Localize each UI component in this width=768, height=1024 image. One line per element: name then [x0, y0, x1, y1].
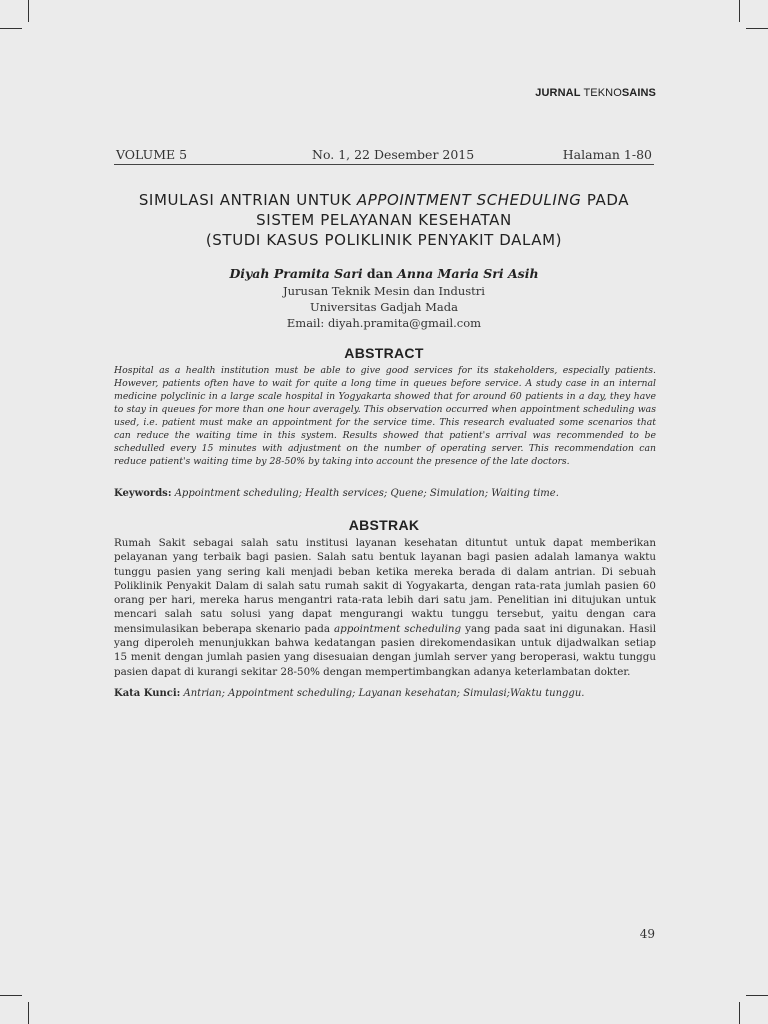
page-number: 49: [639, 927, 655, 941]
crop-mark: [746, 995, 768, 996]
volume-bar: [114, 146, 654, 165]
pages-label: Halaman 1-80: [562, 147, 652, 162]
affiliation-email: Email: diyah.pramita@gmail.com: [286, 316, 482, 330]
title-text: PADA: [581, 191, 630, 209]
crop-mark: [739, 1002, 740, 1024]
journal-name-part: TEKNO: [583, 87, 622, 99]
crop-mark: [746, 28, 768, 29]
crop-mark: [28, 1002, 29, 1024]
title-line-3: (STUDI KASUS POLIKLINIK PENYAKIT DALAM): [205, 231, 563, 249]
affiliation-dept: Jurusan Teknik Mesin dan Industri: [283, 284, 485, 298]
keywords: [114, 488, 656, 499]
title-line-2: SISTEM PELAYANAN KESEHATAN: [256, 211, 512, 229]
journal-name-part: SAINS: [621, 87, 656, 99]
kata-kunci-list: Antrian; Appointment scheduling; Layanan kesehatan; Simulasi;Waktu tunggu.: [180, 688, 585, 699]
abstrak-heading: ABSTRAK: [348, 517, 420, 533]
author-name: Diyah Pramita Sari: [229, 266, 363, 281]
journal-name: [535, 87, 656, 99]
abstrak-text: [114, 536, 656, 679]
kata-kunci-label: Kata Kunci:: [114, 688, 181, 699]
kata-kunci: [114, 688, 656, 699]
affiliation-univ: Universitas Gadjah Mada: [310, 300, 458, 314]
authors: [100, 266, 668, 281]
keywords-label: Keywords:: [114, 488, 172, 499]
title-text-italic: APPOINTMENT SCHEDULING: [356, 191, 582, 209]
paper-title: [100, 190, 668, 250]
crop-mark: [739, 0, 740, 22]
crop-mark: [0, 995, 22, 996]
issue-label: No. 1, 22 Desember 2015: [312, 147, 475, 162]
journal-name-part: JURNAL: [535, 87, 584, 99]
crop-mark: [0, 28, 22, 29]
title-text: SIMULASI ANTRIAN UNTUK: [138, 191, 357, 209]
title-line-1: [100, 190, 668, 210]
crop-mark: [28, 0, 29, 22]
abstrak-text-part: Rumah Sakit sebagai salah satu institusi layanan kesehatan dituntut untuk dapat memberikan pelayanan yang terbaik bagi pasien. Salah satu bentuk layanan bagi pasien adalah lamanya waktu tunggu pasien yang sering kali menjadi beban ketika mereka berada di dalam antrian. Di sebuah Poliklinik Penyakit Dalam di salah satu rumah sakit di Yogyakarta, dengan rata-rata jumlah pasien 60 orang per hari, mereka harus mengantri rata-rata lebih dari satu jam. Penelitian ini ditujukan untuk mencari salah satu solusi yang dapat mengurangi waktu tunggu tersebut, yaitu dengan cara mensimulasikan beberapa skenario pada: [114, 537, 656, 635]
abstract-heading: ABSTRACT: [344, 345, 424, 361]
volume-label: VOLUME 5: [116, 147, 188, 162]
affiliation: [100, 283, 668, 331]
author-conjunction: dan: [362, 266, 398, 281]
keywords-list: Appointment scheduling; Health services; Quene; Simulation; Waiting time.: [171, 488, 559, 499]
abstract-text: Hospital as a health institution must be able to give good services for its stakeholders, especially patients. However, patients often have to wait for quite a long time in queues before service. A study case in an internal medicine polyclinic in a large scale hospital in Yogyakarta showed that for around 60 patients in a day, they have to stay in queues for more than one hour averagely. This observation occurred when appointment scheduling was used, i.e. patient must make an appointment for the service time. This research evaluated some scenarios that can reduce the waiting time in this system. Results showed that patient's arrival was recommended to be schedulled every 15 minutes with adjustment on the number of operating server. This recommendation can reduce patient's waiting time by 28-50% by taking into account the presence of the late doctors.: [114, 365, 656, 467]
abstrak-text-part: yang pada saat ini digunakan. Hasil yang diperoleh menunjukkan bahwa kedatangan pasien direkomendasikan untuk dijadwalkan setiap 15 menit dengan jumlah pasien yang disesuaian dengan jumlah server yang beroperasi, waktu tunggu pasien dapat di kurangi sekitar 28-50% dengan mempertimbangkan adanya keterlambatan dokter.: [114, 622, 657, 678]
author-name: Anna Maria Sri Asih: [397, 266, 539, 281]
abstrak-text-italic: appointment scheduling: [334, 622, 462, 635]
